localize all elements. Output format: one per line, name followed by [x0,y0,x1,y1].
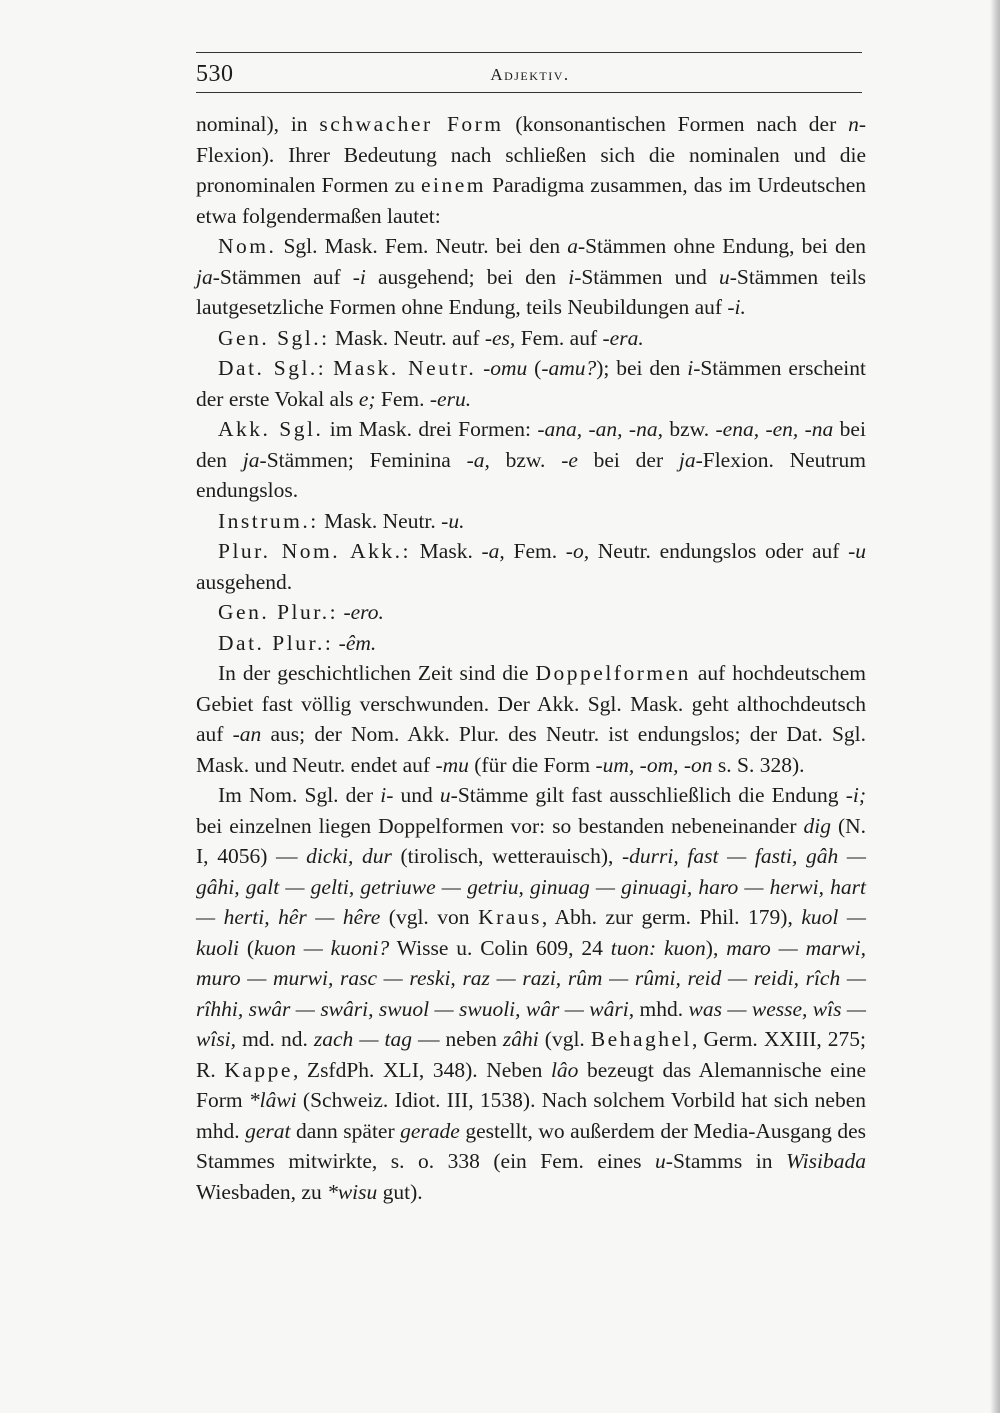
page-edge-shadow [990,0,1000,1413]
italic-text: i [687,356,694,380]
italic-text: was — wesse, wîs — wîsi, [196,996,866,1051]
text-run: bei der [577,447,679,472]
text-run: — neben [411,1027,503,1051]
italic-text: e; [358,386,376,411]
italic-text: -êm. [338,630,377,655]
running-head: Adjektiv. [490,65,570,84]
body-text [196,109,866,1207]
text-run: gut). [377,1179,423,1204]
italic-text: *lâwi [248,1088,297,1112]
paragraph [196,597,866,628]
italic-text: zâhi [502,1027,539,1051]
text-run: -Stämmen erscheint der erste Vokal als [196,356,866,411]
text-run: -Stämme gilt fast ausschließlich die Endung [450,783,846,807]
italic-text: a [567,234,578,258]
text-run: -Stamms in [665,1149,786,1173]
text-run: -Stämmen; Feminina [259,447,467,472]
italic-text: u [718,264,730,289]
italic-text: -ero. [343,600,384,624]
italic-text: -a, [466,447,490,472]
text-run: md. nd. [236,1027,314,1051]
italic-text: u [655,1149,666,1173]
paragraph [196,506,866,537]
italic-text: -u [848,539,867,563]
text-run: , ZsfdPh. XLI, 348). Neben [292,1057,551,1082]
text-run: Fem. [504,539,566,563]
text-run: ); bei den [596,356,688,380]
italic-text: gerade [400,1118,460,1143]
spaced-text: Behaghel [590,1027,693,1051]
italic-text: dicki, dur [306,844,392,868]
text-run: auf hochdeutschem Gebiet fast völlig verschwunden. Der Akk. Sgl. Mask. geht althochdeutsch auf [196,661,866,746]
page-number: 530 [196,61,234,87]
italic-text: i [380,783,387,807]
paragraph [196,658,866,780]
text-run: In der geschichtlichen Zeit sind die [218,661,536,685]
italic-text: n [848,112,859,136]
text-run: (tirolisch, wetterauisch), [391,844,623,868]
italic-text: dig [803,813,831,838]
text-run: ausgehend; bei den [365,264,569,289]
text-run: -Flexion). Ihrer Bedeutung nach schließen sich die nominalen und die pronominalen Formen zu [196,112,866,197]
paragraph [196,780,866,1207]
spaced-text: Gen. Plur.: [218,600,339,624]
italic-text: -a, [481,539,505,563]
spaced-text: Nom. [218,234,277,258]
text-run: Wiesbaden, zu [196,1179,328,1204]
italic-text: -omu [483,356,528,380]
text-run: Wisse u. Colin 609, 24 [389,935,611,960]
text-run: , Germ. XXIII, 275; R. [196,1027,866,1082]
italic-text: kuol — kuoli [196,905,866,960]
italic-text: lâo [550,1057,579,1082]
italic-text: zach — tag [313,1027,412,1051]
paragraph [196,323,866,354]
text-run: s. S. 328). [712,752,805,777]
italic-text: -ana, -an, -na, [537,417,663,441]
italic-text: *wisu [327,1179,378,1204]
paragraph [196,628,866,659]
italic-text: -i [352,264,366,289]
text-run: ( [527,356,542,380]
italic-text: Wisibada [785,1149,866,1173]
italic-text: -durri, fast — fasti, gâh — gâhi, galt — gelti, getriuwe — getriu, ginuag — ginuagi, haro — herwi, hart — herti, hêr — hêre [196,844,866,929]
text-run: -Stämmen und [574,264,719,289]
text-run: Mask. Neutr. [318,508,442,533]
text-run: Fem. [375,386,430,411]
italic-text: ja [196,264,213,289]
text-run: Mask. [410,539,482,563]
spaced-text: Plur. Nom. Akk.: [218,539,411,563]
text-run: (vgl. [538,1027,591,1051]
header-rule-top [196,52,862,53]
spaced-text: Dat. Sgl.: [218,356,327,380]
text-run: gestellt, wo außerdem der Media-Ausgang des Stammes mitwirkte, s. o. 338 (ein Fem. eines [196,1118,866,1173]
paragraph [196,414,866,506]
text-run: bei einzelnen liegen Doppelformen vor: so bestanden nebeneinander [196,813,804,838]
italic-text: -es, [484,325,516,350]
italic-text: gerat [245,1118,291,1143]
page-header [196,44,864,96]
text-run: (konsonantischen Formen nach der [503,112,849,136]
text-run: -Stämmen ohne Endung, bei den [577,234,866,258]
text-run: ausgehend. [196,569,293,594]
italic-text: i [568,264,575,289]
paragraph [196,353,866,414]
text-run: Fem. auf [515,325,603,350]
header-rule-bottom [196,92,862,93]
spaced-text: Dat. Plur.: [218,630,334,655]
paragraph [196,536,866,597]
spaced-text: Akk. Sgl. [218,417,324,441]
spaced-text: schwacher Form [319,112,504,136]
text-run: bezeugt das Alemannische eine Form [196,1057,866,1112]
text-run: -Flexion. Neutrum endungslos. [196,447,866,502]
italic-text: -um, -om, -on [595,752,713,777]
paragraph [196,109,866,231]
spaced-text: Kraus [478,905,542,929]
italic-text: -mu [435,752,469,777]
spaced-text: Instrum.: [218,508,319,533]
text-run: (für die Form [468,752,596,777]
text-run: (Schweiz. Idiot. III, 1538). Nach solchem Vorbild hat sich neben mhd. [196,1088,866,1143]
text-run: im Mask. drei Formen: [323,417,538,441]
spaced-text: Gen. Sgl.: [218,325,330,350]
text-run: bzw. [489,447,562,472]
spaced-text: Mask. Neutr. [333,356,477,380]
text-run: Sgl. Mask. Fem. Neutr. bei den [276,234,568,258]
text-run: -Stämmen auf [212,264,353,289]
text-run: - und [386,783,440,807]
text-run: ), [705,935,727,960]
text-run: Neutr. endungslos oder auf [589,539,849,563]
spaced-text: Kappe [224,1057,293,1082]
text-run: nominal), in [196,112,320,136]
spaced-text: einem [421,173,487,197]
italic-text: -o, [565,539,590,563]
italic-text: -i. [727,295,746,319]
italic-text: u [439,783,451,807]
italic-text: -amu? [541,356,597,380]
text-run: , Abh. zur germ. Phil. 179), [541,905,802,929]
text-run: ( [239,935,255,960]
text-run: -Stämmen teils lautgesetzliche Formen ohne Endung, teils Neubildungen auf [196,264,866,319]
italic-text: ja [678,447,696,472]
text-run: aus; der Nom. Akk. Plur. des Neutr. ist endungslos; der Dat. Sgl. Mask. und Neutr. endet auf [196,722,867,777]
text-run: mhd. [634,996,689,1021]
text-run: Paradigma zusammen, das im Urdeutschen etwa folgendermaßen lautet: [196,173,866,228]
italic-text: -eru. [429,386,472,411]
italic-text: -an [232,722,262,746]
italic-text: kuon — kuoni? [254,935,390,960]
text-run: Im Nom. Sgl. der [218,783,381,807]
text-run: bzw. [662,417,716,441]
italic-text: -u. [441,508,465,533]
text-run: (N. I, 4056) — [196,813,867,868]
spaced-text: Doppelformen [535,661,691,685]
italic-text: -ena, -en, -na [715,417,834,441]
italic-text: ja [242,447,260,472]
italic-text: -e [561,447,578,472]
italic-text: tuon: kuon [610,935,706,960]
italic-text: -i; [845,783,866,807]
paragraph [196,231,866,323]
text-run: bei den [196,417,866,472]
text-run: (vgl. von [380,905,479,929]
italic-text: maro — marwi, muro — murwi, rasc — reski, raz — razi, rûm — rûmi, reid — reidi, rîch — rîhhi, swâr — swâri, swuol — swuoli, wâr — wâri, [196,935,866,1021]
italic-text: -era. [602,325,644,350]
text-run: dann später [290,1118,401,1143]
text-run: Mask. Neutr. auf [329,325,485,350]
